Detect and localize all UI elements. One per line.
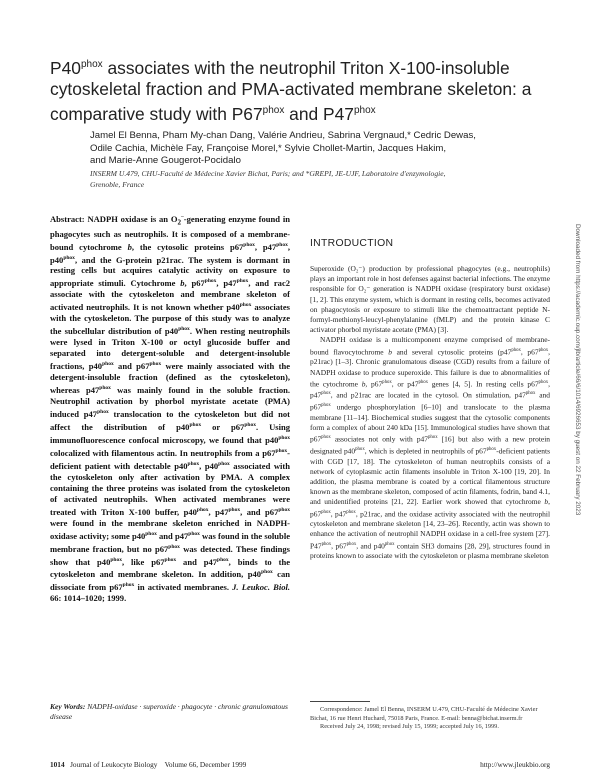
received-dates: Received July 24, 1998; revised July 15, 1999; accepted July 16, 1999. <box>320 723 499 731</box>
abstract-label: Abstract: <box>50 213 85 224</box>
journal-name: Journal of Leukocyte Biology <box>70 760 158 769</box>
volume-info: Volume 66, December 1999 <box>164 760 247 769</box>
footnote-divider <box>310 701 370 702</box>
correspondence-note: Correspondence: Jamel El Benna, INSERM U.479, CHU-Faculté de Médecine Xavier Bichat, 16 rue Henri Huchard, 75018 Paris, France. E-mail: benna@bichat.inserm.fr <box>310 706 538 722</box>
keywords: Key Words: NADPH-oxidase · superoxide · phagocyte · chronic granulomatous disease <box>50 702 288 721</box>
abstract: Abstract: NADPH oxidase is an $O_2^-$-generating enzyme found in phagocytes such as neutrophils. It is composed of a membrane-bound cytochrome b, the cytosolic proteins $p67^{phox}$, $p47^{phox}$, $p40^{phox}$, and the G-protein p21rac. The system is dormant in resting cells but acquires catalytic activity on exposure to appropriate stimuli. Cytochrome b, $p67^{phox}$, $p47^{phox}$, and rac2 associate with the cytoskeleton and membrane skeleton of activated neutrophils. It is not known whether $p40^{phox}$ associates with the cytoskeleton. The purpose of this study was to analyze the subcellular distribution of $p40^{phox}$. When resting neutrophils were lysed in Triton X-100 or octyl glucoside buffer and separated into detergent-soluble and detergent-insoluble fractions, $p40^{phox}$ and $p67^{phox}$ were mainly associated with the detergent-insoluble fraction (defined as the cytoskeleton), whereas $p47^{phox}$ was mainly found in the soluble fraction. Neutrophil activation by phorbol myristate acetate (PMA) induced $p47^{phox}$ translocation to the cytoskeleton but did not affect the distribution of $p40^{phox}$ or $p67^{phox}$. Using immunofluorescence confocal microscopy, we found that $p40^{phox}$ colocalized with filamentous actin. In neutrophils from a $p67^{phox}$-deficient patient with detectable $p40^{phox}$, $p40^{phox}$ associated with the cytoskeleton only after activation by PMA. A complex containing the three proteins was isolated from the cytoskeleton of activated neutrophils. When activated membranes were treated with Triton X-100 buffer, $p40^{phox}$, $p47^{phox}$, and $p67^{phox}$ were found in the membrane skeleton enriched in NADPH-oxidase activity; some $p40^{phox}$ and $p47^{phox}$ was found in the soluble membrane fraction, but no $p67^{phox}$ was detected. These findings show that $p40^{phox}$, like $p67^{phox}$ and $p47^{phox}$, binds to the cytoskeleton and membrane skeleton. In addition, $p40^{phox}$ can dissociate from $p67^{phox}$ in activated membranes. J. Leukoc. Biol. 66: 1014–1020; 1999. <box>50 213 291 604</box>
keywords-label: Key Words: <box>50 702 86 711</box>
page-number: 1014 <box>50 760 65 769</box>
intro-paragraph-1: Superoxide (O₂⁻) production by professional phagocytes (e.g., neutrophils) plays an important role in host defenses against bacterial infections. The enzyme responsible for O₂⁻ generation is NADPH oxidase (respiratory burst oxidase) [1, 2]. This enzyme system, which is dormant in resting cells, becomes activated on phagocytosis or exposure to stimuli like the chemoattractant peptide N-formyl-methionyl-leucyl-phenylalanine (fMLP) and the protein kinase C activator phorbol myristate acetate (PMA) [3]. <box>310 264 550 335</box>
footnote <box>310 706 550 732</box>
affiliation: INSERM U.479, CHU-Faculté de Médecine Xavier Bichat, Paris; and *GREPI, JE-UJF, Laboratoire d'enzymologie, Grenoble, France <box>90 169 446 189</box>
intro-paragraph-2: NADPH oxidase is a multicomponent enzyme comprised of membrane-bound flavocytochrome b and several cytosolic proteins ($p47^{phox}$, $p67^{phox}$, p21rac) [1–3]. Chronic granulomatous disease (CGD) results from a failure of NADPH oxidase to produce superoxide. This failure is due to abnormalities of the cytochrome b, $p67^{phox}$, or $p47^{phox}$ genes [4, 5]. In resting cells $p67^{phox}$, $p47^{phox}$, and p21rac are located in the cytosol. On stimulation, $p47^{phox}$ and $p67^{phox}$ undergo phosphorylation [6–10] and translocate to the plasma membrane [11–14]. Biochemical studies suggest that the cytosolic components form a complex of about 240 kDa [15]. Immunological studies have shown that $p67^{phox}$ associates not only with $p47^{phox}$ [16] but also with a new protein designated $p40^{phox}$, which is depleted in neutrophils of $p67^{phox}$-deficient patients with CGD [17, 18]. The cytoskeleton of human neutrophils consists of a network of cytoplasmic actin filaments insoluble in Triton X-100 [19, 20]. In addition, the plasma membrane is coated by a cortical filamentous structure known as the membrane skeleton, composed of actin filaments, fodrin, band 4.1, and unidentified proteins [21, 22]. Earlier work showed that cytochrome b, $p67^{phox}$, $p47^{phox}$, p21rac, and the oxidase activity associated with the neutrophil cytoskeleton and membrane skeleton [14, 23–26]. Recently, actin was shown to enhance the activation of neutrophil NADPH oxidase in a cell-free system [27]. $P47^{phox}$, $p67^{phox}$, and $p40^{phox}$ contain SH3 domains [28, 29], structures found in proteins known to associate with the cytoskeleton or plasma membrane skeleton <box>310 335 551 561</box>
journal-url-link[interactable]: http://www.jleukbio.org <box>480 760 550 769</box>
section-heading-introduction: INTRODUCTION <box>310 238 394 249</box>
author-list: Jamel El Benna, Pham My-chan Dang, Valérie Andrieu, Sabrina Vergnaud,* Cedric Dewas, Odile Cachia, Michèle Fay, Françoise Morel,* Sylvie Chollet-Martin, Jacques Hakim, and Marie-Anne Gougerot-Pocidalo <box>90 130 476 167</box>
introduction-body <box>310 264 550 562</box>
article-title: $P40^{phox}$ associates with the neutrophil Triton X-100-insoluble cytoskeletal fraction and PMA-activated membrane skeleton: a comparative study with $P67^{phox}$ and $P47^{phox}$ <box>50 57 532 124</box>
download-watermark: Downloaded from https://academic.oup.com/jlb/article/66/6/1014/6926653 by guest on 22 February 2023 <box>574 224 581 516</box>
page-footer <box>50 760 550 769</box>
